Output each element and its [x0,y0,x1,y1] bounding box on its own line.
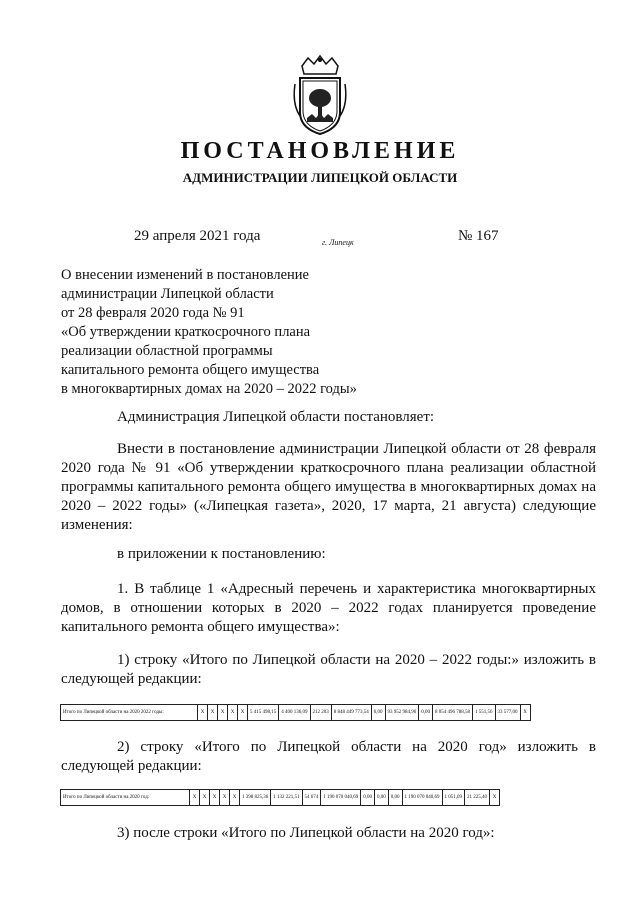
cell-value: 33 577,00 [495,705,520,721]
cell-x: X [238,705,248,721]
cell-value: 5 415 498,15 [248,705,279,721]
cell-value: 0,00 [371,705,385,721]
item-1-paragraph [61,580,596,637]
coat-of-arms-icon [292,54,348,138]
cell-x: X [490,790,500,806]
cell-value: 0,00 [375,790,389,806]
cell-x: X [198,705,208,721]
cell-x: X [190,790,200,806]
heading-line: от 28 февраля 2020 года № 91 [61,305,245,321]
document-date: 29 апреля 2021 года [134,228,261,244]
appendix-paragraph-text: в приложении к постановлению: [117,546,326,562]
item-1-3-paragraph-text: 3) после строки «Итого по Липецкой области на 2020 год»: [117,825,495,841]
cell-value: 1 190 070 040,69 [321,790,361,806]
cell-x: X [230,790,240,806]
heading-line: капитального ремонта общего имущества [61,362,320,378]
cell-value: 1 051,09 [442,790,465,806]
document-city: г. Липецк [322,238,354,247]
cell-value: 93 952 984,96 [385,705,419,721]
resolution-intro-text: Администрация Липецкой области постановляет: [117,409,435,425]
cell-x: X [210,790,220,806]
cell-value: 0,00 [388,790,402,806]
cell-value: 54 674 [302,790,321,806]
cell-x: X [200,790,210,806]
cell-x: X [220,790,230,806]
item-1-1-paragraph-text: 1) строку «Итого по Липецкой области на 2020 – 2022 годы:» изложить в следующей редакции: [61,652,596,687]
cell-value: 0,00 [361,790,375,806]
heading-line: в многоквартирных домах на 2020 – 2022 годы» [61,381,357,397]
cell-value: 0,00 [419,705,433,721]
item-1-3-paragraph [61,824,596,843]
cell-value: 8 054 496 788,58 [433,705,473,721]
main-paragraph-text: Внести в постановление администрации Липецкой области от 28 февраля 2020 года № 91 «Об утверждении краткосрочного плана реализации областной программы капитального ремонта общего имущества в многоквартирных домах на 2020 – 2022 годы» («Липецкая газета», 2020, 17 марта, 21 августа) следующие изменения: [61,441,596,533]
issuer-name: АДМИНИСТРАЦИИ ЛИПЕЦКОЙ ОБЛАСТИ [182,170,458,185]
document-heading [61,266,357,399]
heading-line: администрации Липецкой области [61,286,274,302]
cell-value: 8 848 449 773,54 [331,705,371,721]
cell-value: 1 132 221,51 [271,790,302,806]
row-label: Итого по Липецкой области на 2020 год: [61,790,190,806]
appendix-paragraph [61,545,596,564]
cell-x: X [520,705,530,721]
document-title: ПОСТАНОВЛЕНИЕ [180,138,460,164]
item-1-2-paragraph-text: 2) строку «Итого по Липецкой области на 2020 год» изложить в следующей редакции: [61,739,596,774]
cell-value: 212 203 [310,705,331,721]
item-1-2-paragraph [61,738,596,776]
cell-value: 1 551,56 [473,705,496,721]
resolution-intro [61,408,596,427]
row-label: Итого по Липецкой области на 2020 2022 годы: [61,705,198,721]
item-1-paragraph-text: 1. В таблице 1 «Адресный перечень и характеристика многоквартирных домов, в отношении которых в 2020 – 2022 годах планируется проведение капитального ремонта общего имущества»: [61,581,596,635]
cell-value: 4 400 136,09 [279,705,310,721]
heading-line: О внесении изменений в постановление [61,267,309,283]
cell-x: X [218,705,228,721]
cell-value: 1 190 070 040,69 [402,790,442,806]
heading-line: реализации областной программы [61,343,273,359]
total-row-2020 [60,789,500,806]
document-number: № 167 [458,228,499,244]
cell-x: X [208,705,218,721]
cell-value: 21 225,40 [465,790,490,806]
item-1-1-paragraph [61,651,596,689]
cell-value: 1 398 825,36 [240,790,271,806]
total-row-2020-2022 [60,704,531,721]
main-paragraph [61,440,596,535]
heading-line: «Об утверждении краткосрочного плана [61,324,311,340]
cell-x: X [228,705,238,721]
